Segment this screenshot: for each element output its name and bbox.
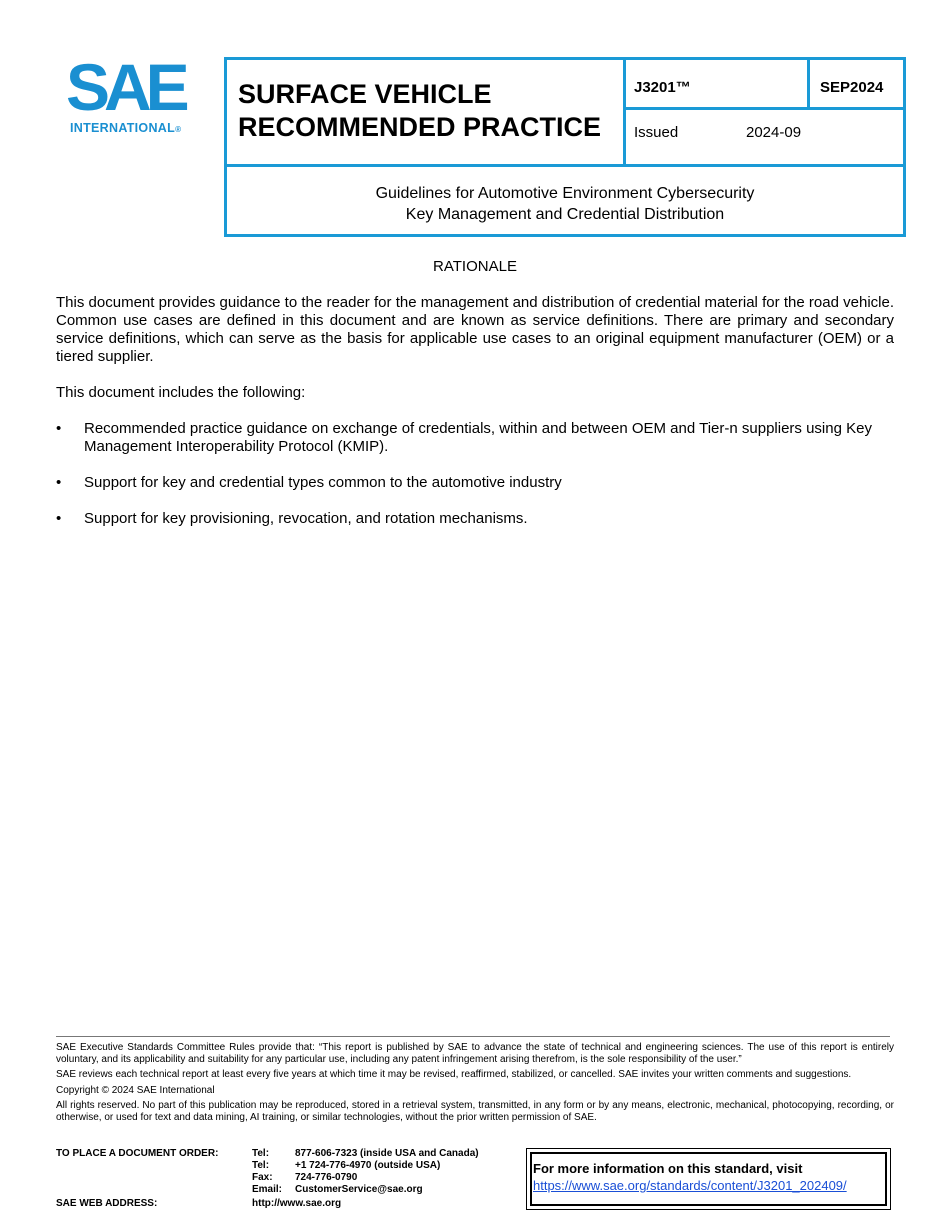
doc-type-line1: SURFACE VEHICLE [238, 79, 492, 109]
doc-type-line2: RECOMMENDED PRACTICE [238, 112, 602, 142]
sae-logo-subtitle: INTERNATIONAL® [70, 121, 182, 135]
bullet-icon: • [56, 420, 62, 437]
list-item: • Support for key provisioning, revocation, and rotation mechanisms. [56, 510, 528, 527]
issued-value: 2024-09 [746, 124, 802, 141]
doc-date: SEP2024 [820, 79, 884, 96]
list-item: • Support for key and credential types common to the automotive industry [56, 474, 562, 491]
contact-row-email[interactable]: Email: CustomerService@sae.org [252, 1184, 423, 1195]
includes-intro: This document includes the following: [56, 384, 306, 401]
more-info-title: For more information on this standard, visit [533, 1161, 803, 1176]
legal-review: SAE reviews each technical report at least every five years at which time it may be revised, reaffirmed, stabilized, or cancelled. SAE invites your written comments and suggestions. [56, 1069, 852, 1080]
legal-notice [56, 1042, 894, 1127]
sae-logo-letters: SAE [66, 58, 184, 118]
sae-logo-mark [66, 58, 188, 118]
doc-type [238, 78, 601, 144]
sae-logo [66, 58, 192, 138]
bullet-icon: • [56, 510, 62, 527]
doc-title-line2: Key Management and Credential Distribution [405, 206, 725, 223]
standard-link[interactable]: https://www.sae.org/standards/content/J3201_202409/ [533, 1178, 847, 1193]
contact-row: Fax: 724-776-0790 [252, 1172, 358, 1183]
issued-cell [626, 110, 906, 167]
doc-type-cell [227, 60, 626, 167]
doc-number-cell [626, 60, 810, 110]
footer-divider [56, 1036, 890, 1037]
header-box [224, 57, 906, 237]
doc-number: J3201™ [634, 79, 691, 96]
order-label: TO PLACE A DOCUMENT ORDER: [56, 1148, 219, 1159]
web-label: SAE WEB ADDRESS: [56, 1198, 158, 1209]
web-address-link[interactable]: http://www.sae.org [252, 1198, 342, 1209]
contact-row: Tel: 877-606-7323 (inside USA and Canada) [252, 1148, 479, 1159]
doc-title-line1: Guidelines for Automotive Environment Cybersecurity [375, 185, 755, 202]
doc-date-cell [810, 60, 906, 110]
document-body [56, 258, 894, 546]
legal-rights: All rights reserved. No part of this publication may be reproduced, stored in a retrieval system, transmitted, in any form or by any means, electronic, mechanical, photocopying, recording, or otherwise, or used for text and data mining, AI training, or similar technologies, without the prior written permission of SAE. [56, 1100, 894, 1123]
more-info-box [526, 1148, 891, 1210]
includes-list [56, 420, 894, 528]
legal-rules: SAE Executive Standards Committee Rules provide that: “This report is published by SAE to advance the state of technical and engineering sciences. The use of this report is entirely voluntary, and its applicability and suitability for any particular use, including any patent infringement arising therefrom, is the sole responsibility of the user.” [56, 1042, 894, 1065]
issued-label: Issued [634, 124, 679, 141]
list-item: • Recommended practice guidance on exchange of credentials, within and between OEM and Tier-n suppliers using Key Management Interoperability Protocol (KMIP). [56, 420, 872, 455]
section-heading: RATIONALE [433, 258, 517, 275]
copyright: Copyright © 2024 SAE International [56, 1084, 215, 1096]
doc-title [227, 167, 903, 234]
bullet-icon: • [56, 474, 62, 491]
contact-row: Tel: +1 724-776-4970 (outside USA) [252, 1160, 441, 1171]
rationale-paragraph: This document provides guidance to the reader for the management and distribution of credential material for the road vehicle. Common use cases are defined in this document and are known as service definitions. There are primary and secondary service definitions, which can serve as the basis for applicable use cases to an original equipment manufacturer (OEM) or a tiered supplier. [56, 294, 894, 365]
